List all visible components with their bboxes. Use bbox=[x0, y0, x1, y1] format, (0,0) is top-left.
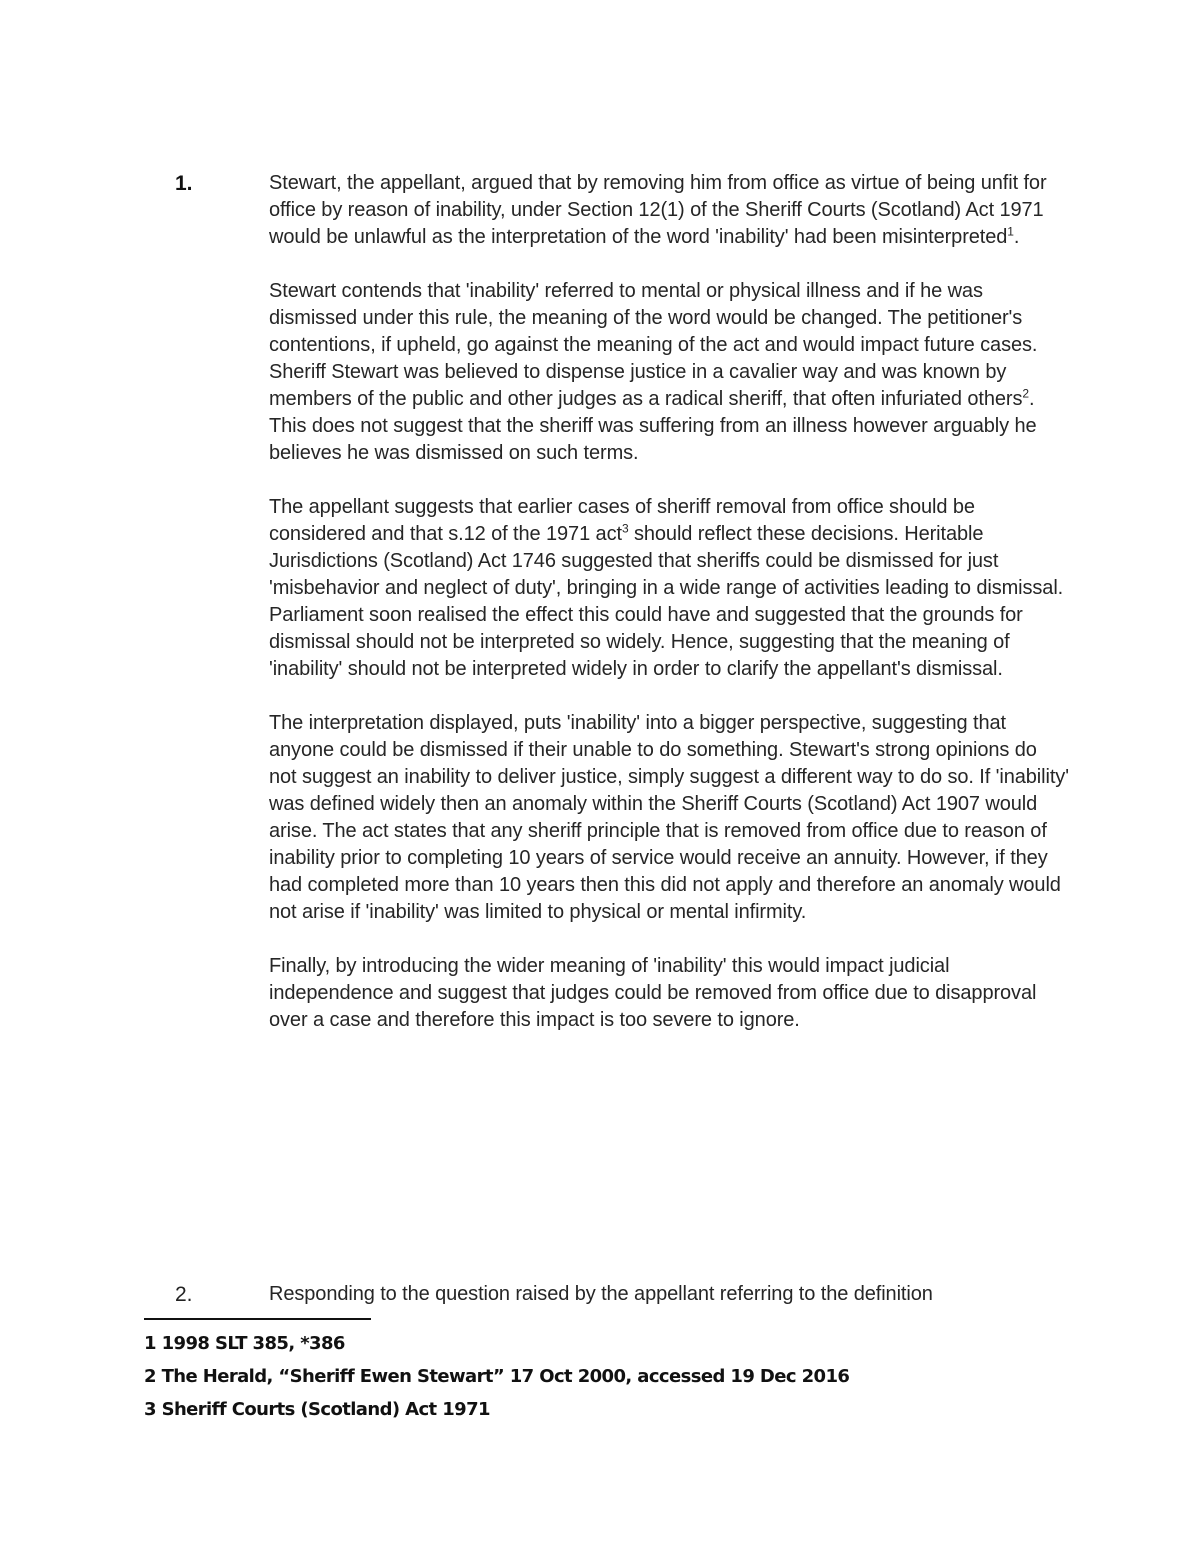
paragraph: Stewart contends that 'inability' referred to mental or physical illness and if he was dismissed under this rule, the meaning of the word would be changed. The petitioner's contentions, if upheld, go against the meaning of the act and would impact future cases. Sheriff Stewart was believed to dispense justice in a cavalier way and was known by members of the public and other judges as a radical sheriff, that often infuriated others$^2$. This does not suggest that the sheriff was suffering from an illness however arguably he believes he was dismissed on such terms. bbox=[269, 280, 1038, 464]
paragraph: Stewart, the appellant, argued that by removing him from office as virtue of being unfit for office by reason of inability, under Section 12(1) of the Sheriff Courts (Scotland) Act 1971 would be unlawful as the interpretation of the word 'inability' had been misinterpreted$^1$. bbox=[269, 172, 1047, 248]
footnotes bbox=[144, 1327, 1044, 1426]
footnote-separator bbox=[144, 1318, 371, 1320]
item-body bbox=[269, 1281, 1099, 1308]
paragraph: Responding to the question raised by the appellant referring to the definition bbox=[269, 1283, 933, 1305]
item-number: 2. bbox=[175, 1283, 193, 1306]
item-number: 1. bbox=[175, 172, 193, 195]
footnote-2: 2 The Herald, “Sheriff Ewen Stewart” 17 Oct 2000, accessed 19 Dec 2016 bbox=[144, 1366, 850, 1387]
footnote-3: 3 Sheriff Courts (Scotland) Act 1971 bbox=[144, 1399, 490, 1420]
paragraph: The appellant suggests that earlier cases of sheriff removal from office should be considered and that s.12 of the 1971 act$^3$ should reflect these decisions. Heritable Jurisdictions (Scotland) Act 1746 suggested that sheriffs could be dismissed for just 'misbehavior and neglect of duty', bringing in a wide range of activities leading to dismissal. Parliament soon realised the effect this could have and suggested that the grounds for dismissal should not be interpreted so widely. Hence, suggesting that the meaning of 'inability' should not be interpreted widely in order to clarify the appellant's dismissal. bbox=[269, 496, 1064, 680]
paragraph: Finally, by introducing the wider meaning of 'inability' this would impact judicial independence and suggest that judges could be removed from office due to disapproval over a case and therefore this impact is too severe to ignore. bbox=[269, 955, 1037, 1031]
paragraph: The interpretation displayed, puts 'inability' into a bigger perspective, suggesting that anyone could be dismissed if their unable to do something. Stewart's strong opinions do not suggest an inability to deliver justice, simply suggest a different way to do so. If 'inability' was defined widely then an anomaly within the Sheriff Courts (Scotland) Act 1907 would arise. The act states that any sheriff principle that is removed from office due to reason of inability prior to completing 10 years of service would receive an annuity. However, if they had completed more than 10 years then this did not apply and therefore an anomaly would not arise if 'inability' was limited to physical or mental infirmity. bbox=[269, 712, 1069, 923]
footnote-ref: 1 bbox=[1007, 224, 1014, 239]
footnote-ref: 3 bbox=[621, 521, 629, 536]
item-body bbox=[269, 170, 1069, 1034]
footnote-1: 1 1998 SLT 385, *386 bbox=[144, 1333, 345, 1354]
footnote-ref: 2 bbox=[1022, 386, 1029, 401]
